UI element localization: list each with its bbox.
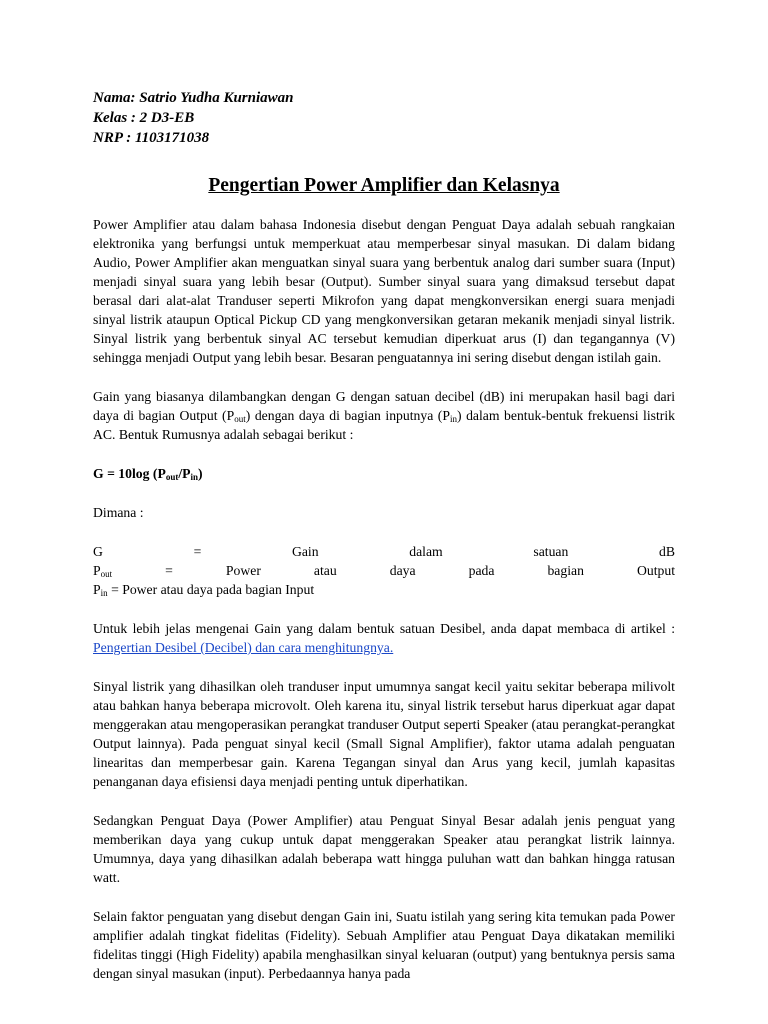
student-info	[93, 88, 294, 148]
paragraph-intro: Power Amplifier atau dalam bahasa Indonesia disebut dengan Penguat Daya adalah sebuah rangkaian elektronika yang berfungsi untuk memperkuat atau memperbesar sinyal masukan. Di dalam bidang Audio, Power Amplifier akan menguatkan sinyal suara yang berbentuk analog dari sumber suara (Input) menjadi sinyal suara yang lebih besar (Output). Sumber sinyal suara yang dimaksud tersebut dapat berasal dari alat-alat Tranduser seperti Mikrofon yang dapat mengkonversikan energi suara menjadi sinyal listrik ataupun Optical Pickup CD yang mengkonversikan getaran mekanik menjadi sinyal listrik. Sinyal listrik yang berbentuk sinyal AC tersebut kemudian diperkuat arus (I) dan tegangannya (V) sehingga menjadi Output yang lebih besar. Besaran penguatannya ini sering disebut dengan istilah gain.	[93, 217, 675, 365]
document-title: Pengertian Power Amplifier dan Kelasnya	[208, 175, 560, 196]
gain-formula: G = 10log $(P_{out}/P_{in})$	[93, 466, 203, 482]
paragraph-gain: Gain yang biasanya dilambangkan dengan G dengan satuan decibel (dB) ini merupakan hasil bagi dari daya di bagian Output $(P_{out})$ dengan daya di bagian inputnya $(P_{in})$ dalam bentuk-bentuk frekuensi listrik AC. Bentuk Rumusnya adalah sebagai berikut :	[93, 389, 675, 442]
student-name: Nama: Satrio Yudha Kurniawan	[93, 90, 294, 106]
paragraph-decibel-ref: Untuk lebih jelas mengenai Gain yang dalam bentuk satuan Desibel, anda dapat membaca di artikel : Pengertian Desibel (Decibel) dan cara menghitungnya.	[93, 621, 675, 655]
document-body	[93, 215, 675, 983]
paragraph-power-amp: Sedangkan Penguat Daya (Power Amplifier) atau Penguat Sinyal Besar adalah jenis penguat yang memberikan daya yang cukup untuk dapat menggerakan Speaker atau perangkat listrik lainnya. Umumnya, daya yang dihasilkan adalah beberapa watt hingga puluhan watt dan bahkan hingga ratusan watt.	[93, 813, 675, 885]
dimana-label: Dimana :	[93, 505, 144, 520]
definition-pin: $P_{in}$ = Power atau daya pada bagian Input	[93, 582, 315, 598]
decibel-article-link[interactable]: Pengertian Desibel (Decibel) dan cara menghitungnya.	[93, 640, 394, 655]
definition-g: G = Gain dalam satuan dB	[93, 544, 675, 559]
paragraph-small-signal: Sinyal listrik yang dihasilkan oleh tranduser input umumnya sangat kecil yaitu sekitar beberapa milivolt atau bahkan hanya beberapa microvolt. Oleh karena itu, sinyal listrik tersebut harus diperkuat agar dapat menggerakan atau mengoperasikan perangkat tranduser Output seperti Speaker (atau perangkat-perangkat Output lainnya). Pada penguat sinyal kecil (Small Signal Amplifier), faktor utama adalah penguatan linearitas dan memperbesar gain. Karena Tegangan sinyal dan Arus yang kecil, jumlah kapasitas penanganan daya efisiensi daya menjadi penting untuk diperhatikan.	[93, 679, 675, 789]
paragraph-fidelity: Selain faktor penguatan yang disebut dengan Gain ini, Suatu istilah yang sering kita temukan pada Power amplifier adalah tingkat fidelitas (Fidelity). Sebuah Amplifier atau Penguat Daya dikatakan memiliki fidelitas tinggi (High Fidelity) apabila menghasilkan sinyal keluaran (output) yang bentuknya persis sama dengan sinyal masukan (input). Perbedaannya hanya pada	[93, 909, 675, 981]
student-class: Kelas : 2 D3-EB	[93, 110, 195, 126]
definition-pout: $P_{out}$ = Power atau daya pada bagian Output	[93, 563, 675, 579]
student-nrp: NRP : 1103171038	[93, 130, 210, 146]
